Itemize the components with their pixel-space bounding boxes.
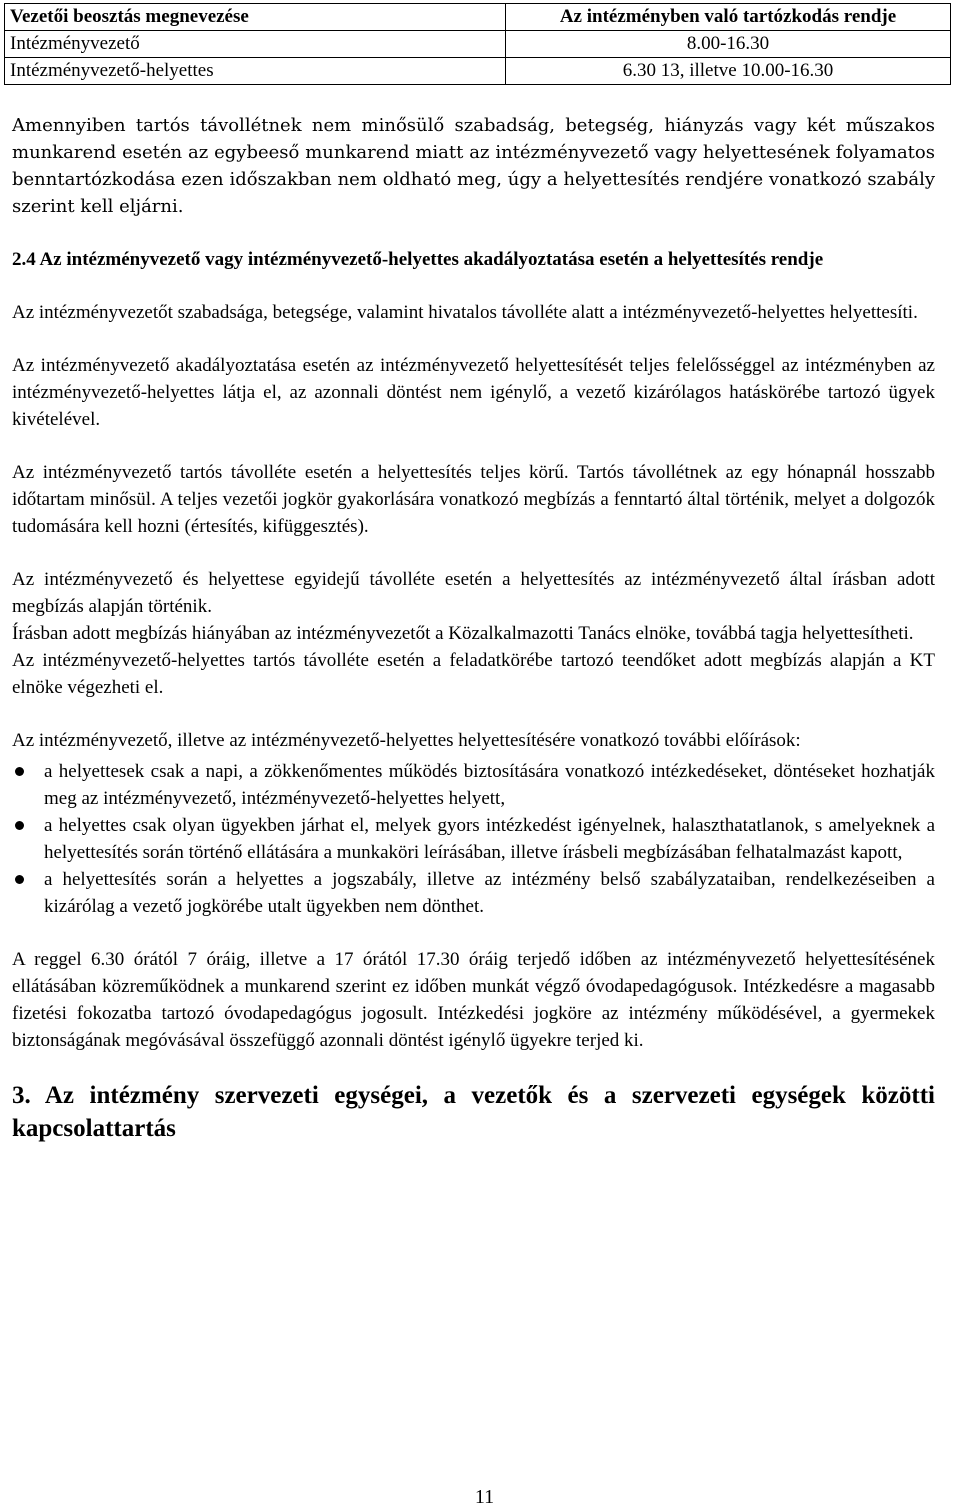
table-row	[5, 58, 951, 85]
bullet-icon	[15, 767, 24, 776]
paragraph: Az intézményvezető és helyettese egyidejű távolléte esetén a helyettesítés az intézményvezető által írásban adott megbízás alapján történik.	[12, 569, 935, 617]
paragraph: Amennyiben tartós távollétnek nem minősülő szabadság, betegség, hiányzás vagy két műszakos munkarend esetén az egybeeső munkarend miatt az intézményvezető vagy helyettesének folyamatos benntartózkodása ezen időszakban nem oldható meg, úgy a helyettesítés rendjére vonatkozó szabály szerint kell eljárni.	[12, 115, 935, 217]
schedule-table	[4, 3, 951, 85]
list-item-text: a helyettesek csak a napi, a zökkenőmentes működés biztosítására vonatkozó intézkedéseket, döntéseket hozhatják meg az intézményvezető, intézményvezető-helyettes helyett,	[44, 761, 935, 809]
bullet-list	[12, 758, 935, 920]
table-header-cell: Vezetői beosztás megnevezése	[5, 4, 506, 31]
paragraph: Az intézményvezető, illetve az intézményvezető-helyettes helyettesítésére vonatkozó további előírások:	[12, 730, 801, 751]
paragraph: Írásban adott megbízás hiányában az intézményvezetőt a Közalkalmazotti Tanács elnöke, továbbá tagja helyettesítheti.	[12, 623, 914, 644]
table-cell: Intézményvezető-helyettes	[5, 58, 506, 85]
table-cell: Intézményvezető	[5, 31, 506, 58]
paragraph: Az intézményvezető tartós távolléte esetén a helyettesítés teljes körű. Tartós távollétnek az egy hónapnál hosszabb időtartam minősül. A teljes vezetői jogkör gyakorlására vonatkozó megbízás a fenntartó által történik, melyet a dolgozók tudomására kell hozni (értesítés, kifüggesztés).	[12, 462, 935, 537]
paragraph: Az intézményvezető akadályoztatása esetén az intézményvezető helyettesítését teljes felelősséggel az intézményben az intézményvezető-helyettes látja el, az azonnali döntést nem igénylő, a vezető kizárólagos hatáskörébe tartozó ügyek kivételével.	[12, 355, 935, 430]
list-item-text: a helyettesítés során a helyettes a jogszabály, illetve az intézmény belső szabályzataiban, rendelkezéseiben a kizárólag a vezető jogkörébe utalt ügyekben nem dönthet.	[44, 869, 935, 917]
paragraph: Az intézményvezető-helyettes tartós távolléte esetén a feladatkörébe tartozó teendőket adott megbízás alapján a KT elnöke végezheti el.	[12, 650, 935, 698]
list-item	[12, 866, 935, 920]
section-heading-3: 3. Az intézmény szervezeti egységei, a vezetők és a szervezeti egységek közötti kapcsolattartás	[12, 1082, 935, 1142]
list-item-text: a helyettes csak olyan ügyekben járhat el, melyek gyors intézkedést igényelnek, halaszthatatlanok, s amelyeknek a helyettesítés során történő ellátására a munkaköri leírásában, illetve írásbeli megbízásában felhatalmazást kapott,	[44, 815, 935, 863]
bullet-icon	[15, 875, 24, 884]
paragraph: Az intézményvezetőt szabadsága, betegsége, valamint hivatalos távolléte alatt a intézményvezető-helyettes helyettesíti.	[12, 302, 918, 323]
document-page	[10, 0, 935, 1508]
table-cell: 6.30 13, illetve 10.00-16.30	[506, 58, 951, 85]
table-row	[5, 31, 951, 58]
paragraph: A reggel 6.30 órától 7 óráig, illetve a 17 órától 17.30 óráig terjedő időben az intézményvezető helyettesítésének ellátásában közreműködnek a munkarend szerint ez időben munkát végző óvodapedagógusok. Intézkedésre a magasabb fizetési fokozatba tartozó óvodapedagógus jogosult. Intézkedési jogköre az intézmény működésével, a gyermekek biztonságának megóvásával összefüggő azonnali döntést igénylő ügyekre terjed ki.	[12, 949, 935, 1051]
page-number: 11	[474, 1486, 495, 1508]
list-item	[12, 812, 935, 866]
table-header-cell: Az intézményben való tartózkodás rendje	[506, 4, 951, 31]
bullet-icon	[15, 821, 24, 830]
table-cell: 8.00-16.30	[506, 31, 951, 58]
list-item	[12, 758, 935, 812]
section-heading-2-4: 2.4 Az intézményvezető vagy intézményvezető-helyettes akadályoztatása esetén a helyettesítés rendje	[12, 249, 824, 270]
table-header-row	[5, 4, 951, 31]
